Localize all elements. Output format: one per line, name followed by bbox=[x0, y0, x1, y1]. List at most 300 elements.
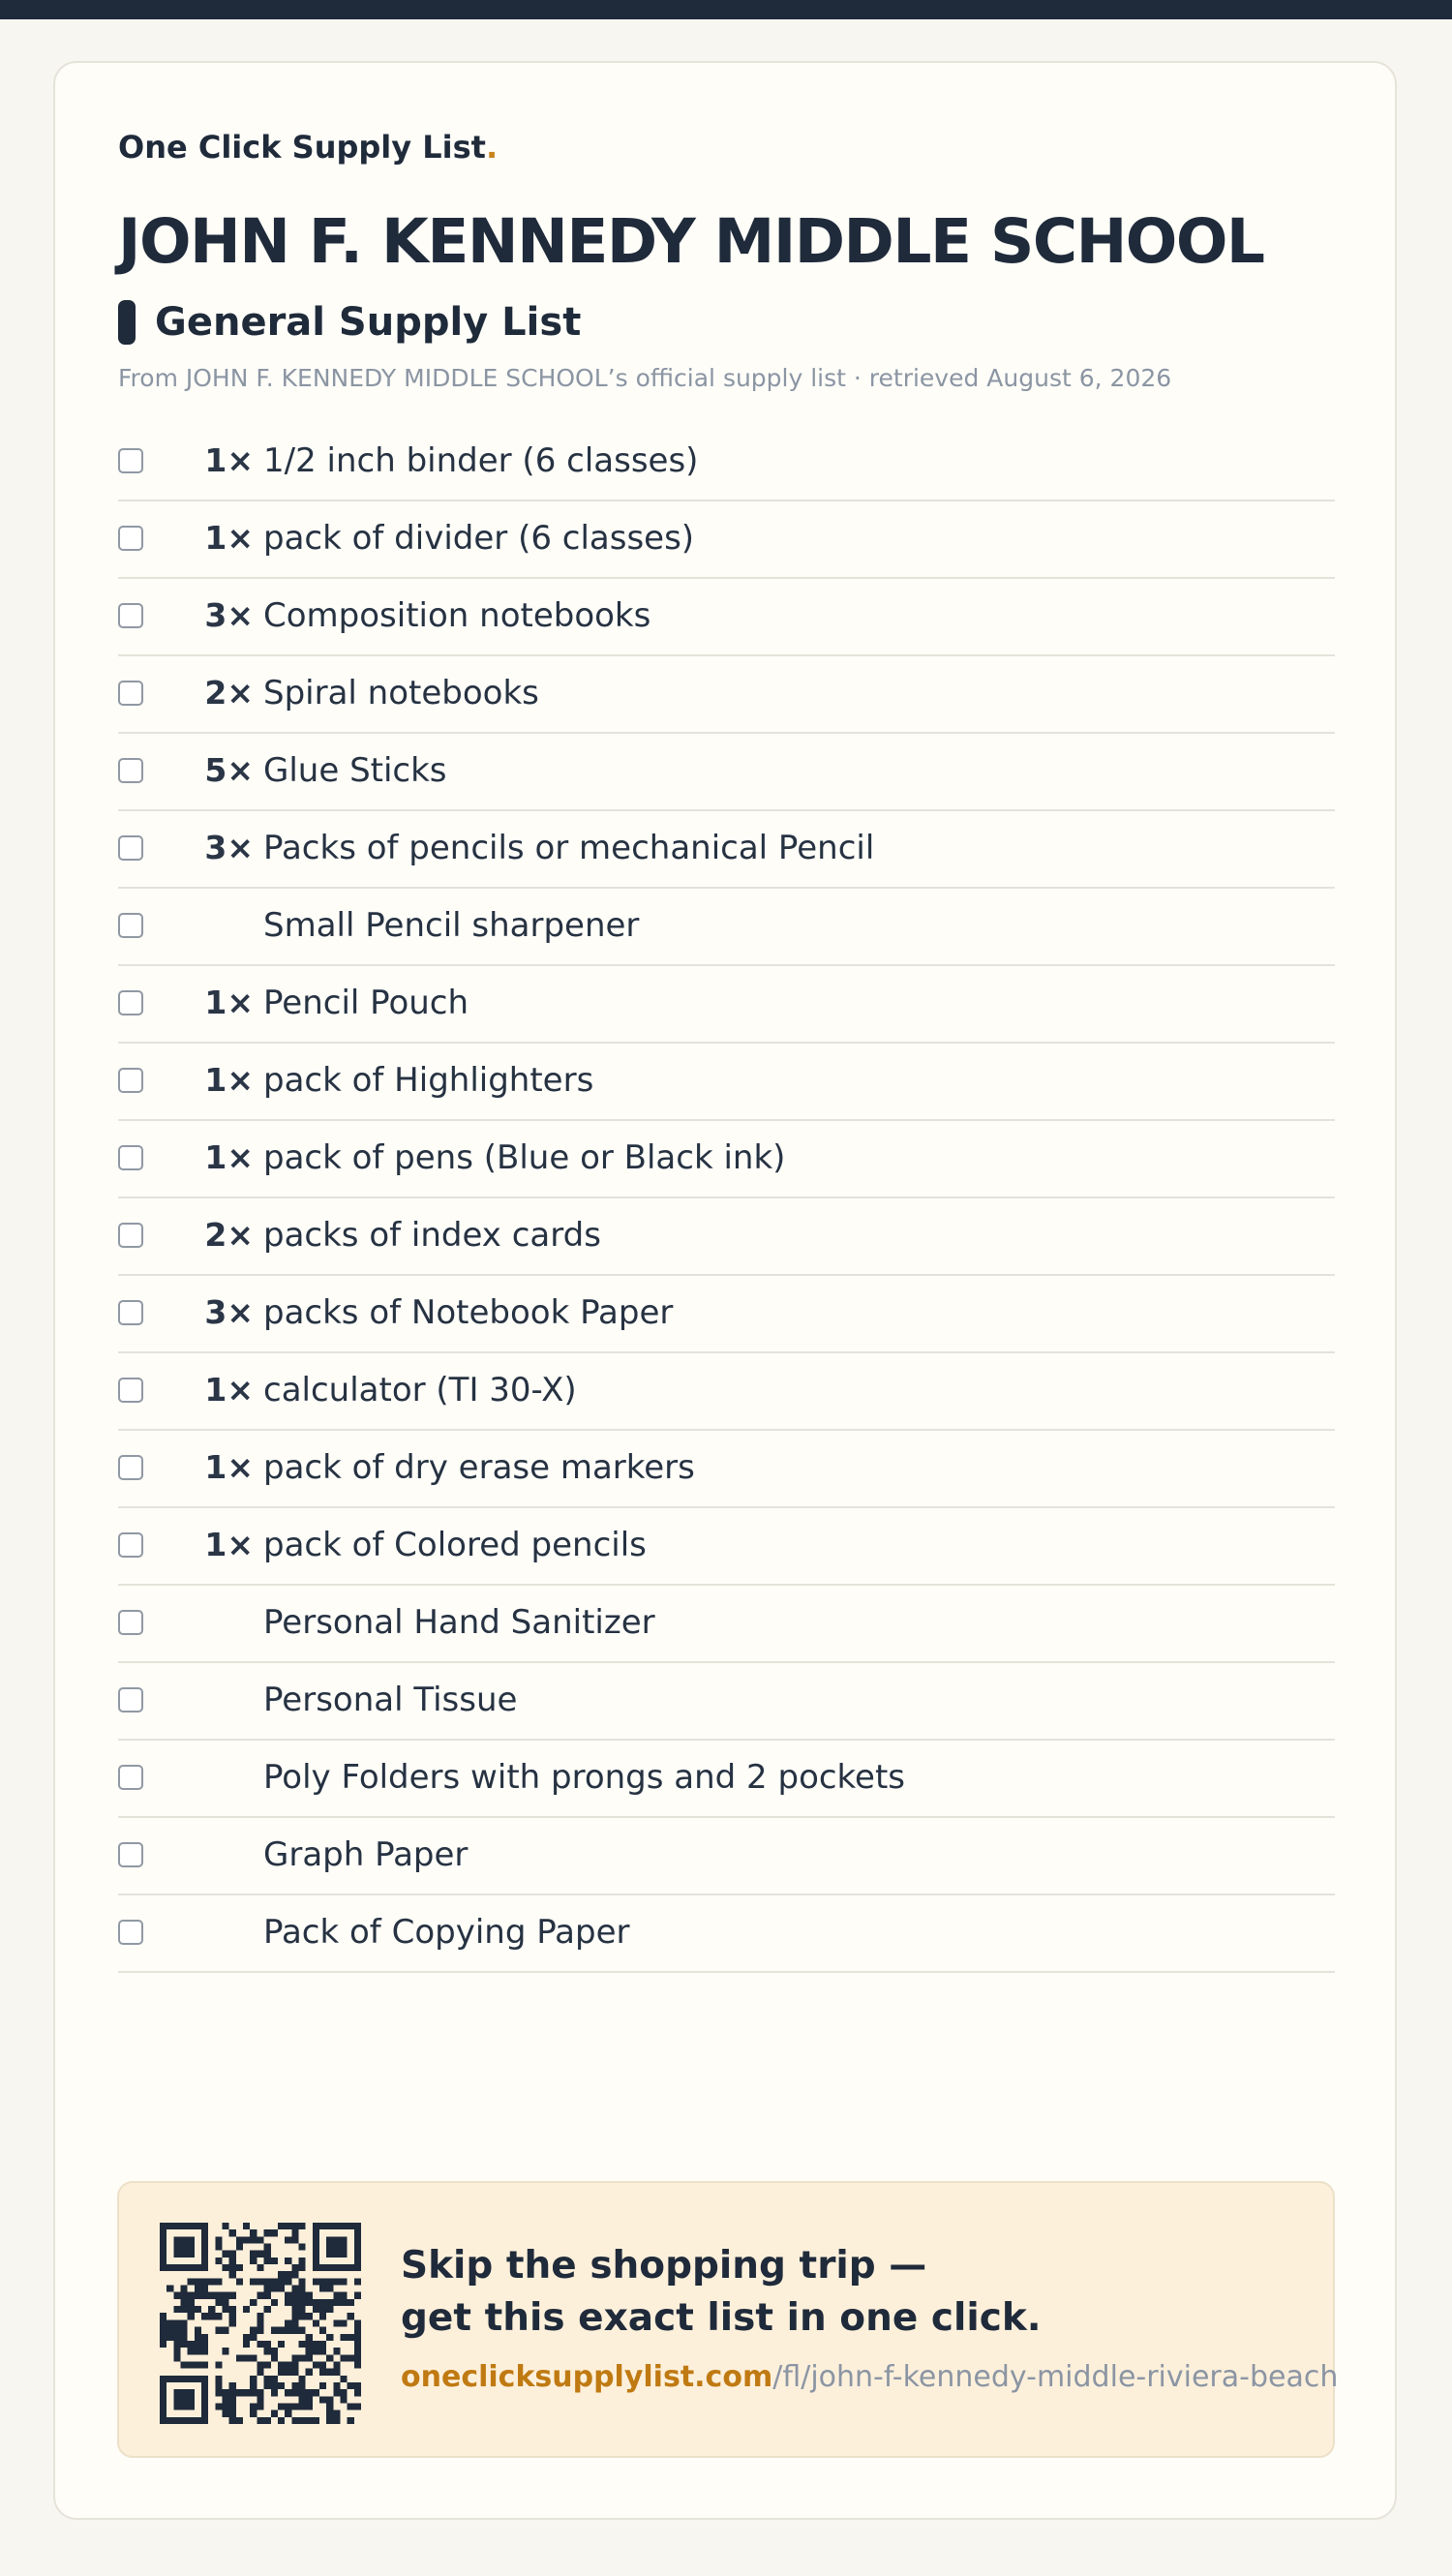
qr-module bbox=[173, 2244, 180, 2251]
qr-module bbox=[264, 2229, 271, 2236]
qr-module bbox=[195, 2417, 201, 2424]
list-heading bbox=[118, 298, 581, 347]
item-checkbox[interactable] bbox=[118, 1687, 143, 1712]
item-checkbox[interactable] bbox=[118, 1223, 143, 1248]
item-name: Personal Hand Sanitizer bbox=[263, 1603, 655, 1642]
promo-link[interactable] bbox=[401, 2360, 1338, 2394]
qr-module bbox=[271, 2327, 278, 2334]
qr-module bbox=[160, 2264, 166, 2271]
qr-module bbox=[188, 2361, 195, 2368]
qr-module bbox=[271, 2354, 278, 2361]
qr-module bbox=[348, 2403, 354, 2409]
qr-module bbox=[160, 2403, 166, 2409]
qr-module bbox=[257, 2389, 263, 2396]
qr-module bbox=[257, 2417, 263, 2424]
qr-module bbox=[319, 2264, 326, 2271]
qr-module bbox=[264, 2244, 271, 2251]
qr-module bbox=[160, 2319, 166, 2326]
qr-module bbox=[354, 2264, 361, 2271]
item-name: pack of Colored pencils bbox=[263, 1526, 647, 1564]
qr-module bbox=[340, 2264, 347, 2271]
qr-module bbox=[223, 2396, 229, 2403]
qr-module bbox=[229, 2403, 236, 2409]
qr-module bbox=[201, 2341, 208, 2348]
qr-module bbox=[188, 2244, 195, 2251]
item-quantity: 1× bbox=[204, 1061, 254, 1099]
qr-module bbox=[257, 2341, 263, 2348]
qr-module bbox=[181, 2251, 188, 2258]
item-quantity: 1× bbox=[204, 1371, 254, 1409]
qr-module bbox=[173, 2223, 180, 2229]
qr-module bbox=[298, 2258, 305, 2264]
qr-module bbox=[326, 2369, 333, 2376]
qr-module bbox=[250, 2299, 257, 2306]
qr-module bbox=[181, 2396, 188, 2403]
item-checkbox[interactable] bbox=[118, 1145, 143, 1170]
item-name: Poly Folders with prongs and 2 pockets bbox=[263, 1758, 905, 1797]
qr-module bbox=[278, 2341, 285, 2348]
qr-module bbox=[340, 2223, 347, 2229]
qr-module bbox=[278, 2223, 285, 2229]
qr-module bbox=[340, 2236, 347, 2243]
qr-module bbox=[319, 2278, 326, 2285]
qr-module bbox=[257, 2292, 263, 2299]
qr-module bbox=[236, 2389, 243, 2396]
item-name: Packs of pencils or mechanical Pencil bbox=[263, 829, 875, 867]
qr-module bbox=[188, 2251, 195, 2258]
qr-code[interactable] bbox=[160, 2223, 361, 2424]
qr-module bbox=[201, 2396, 208, 2403]
qr-module bbox=[291, 2236, 298, 2243]
item-checkbox[interactable] bbox=[118, 1455, 143, 1480]
qr-module bbox=[201, 2286, 208, 2292]
qr-module bbox=[298, 2306, 305, 2313]
item-quantity: 1× bbox=[204, 1526, 254, 1563]
qr-module bbox=[195, 2278, 201, 2285]
qr-module bbox=[223, 2348, 229, 2354]
qr-module bbox=[285, 2278, 291, 2285]
qr-module bbox=[333, 2369, 340, 2376]
qr-module bbox=[236, 2236, 243, 2243]
qr-module bbox=[215, 2313, 222, 2319]
qr-module bbox=[306, 2313, 313, 2319]
qr-module bbox=[223, 2264, 229, 2271]
qr-module bbox=[298, 2354, 305, 2361]
qr-module bbox=[264, 2286, 271, 2292]
qr-module bbox=[250, 2376, 257, 2382]
qr-module bbox=[181, 2361, 188, 2368]
qr-module bbox=[291, 2292, 298, 2299]
qr-module bbox=[340, 2292, 347, 2299]
qr-module bbox=[195, 2376, 201, 2382]
qr-module bbox=[181, 2299, 188, 2306]
item-checkbox[interactable] bbox=[118, 681, 143, 706]
qr-module bbox=[340, 2354, 347, 2361]
qr-module bbox=[291, 2271, 298, 2278]
qr-module bbox=[229, 2306, 236, 2313]
qr-module bbox=[319, 2299, 326, 2306]
qr-module bbox=[326, 2403, 333, 2409]
brand-name: One Click Supply List bbox=[118, 129, 486, 166]
qr-module bbox=[278, 2417, 285, 2424]
qr-module bbox=[313, 2299, 319, 2306]
qr-module bbox=[354, 2348, 361, 2354]
qr-module bbox=[340, 2319, 347, 2326]
item-quantity: 2× bbox=[204, 1216, 254, 1254]
qr-module bbox=[313, 2236, 319, 2243]
qr-module bbox=[201, 2236, 208, 2243]
qr-module bbox=[250, 2389, 257, 2396]
qr-module bbox=[257, 2313, 263, 2319]
qr-module bbox=[340, 2278, 347, 2285]
qr-module bbox=[306, 2417, 313, 2424]
qr-module bbox=[319, 2396, 326, 2403]
qr-module bbox=[201, 2313, 208, 2319]
list-title: General Supply List bbox=[155, 300, 582, 345]
qr-module bbox=[250, 2258, 257, 2264]
qr-module bbox=[298, 2244, 305, 2251]
qr-module bbox=[195, 2292, 201, 2299]
qr-module bbox=[257, 2251, 263, 2258]
qr-module bbox=[285, 2292, 291, 2299]
qr-module bbox=[313, 2341, 319, 2348]
qr-module bbox=[188, 2223, 195, 2229]
qr-module bbox=[181, 2292, 188, 2299]
qr-module bbox=[354, 2292, 361, 2299]
qr-module bbox=[166, 2376, 173, 2382]
item-name: pack of Highlighters bbox=[263, 1061, 594, 1100]
qr-module bbox=[250, 2236, 257, 2243]
item-checkbox[interactable] bbox=[118, 603, 143, 628]
qr-module bbox=[257, 2278, 263, 2285]
qr-module bbox=[195, 2327, 201, 2334]
qr-module bbox=[160, 2236, 166, 2243]
qr-module bbox=[173, 2306, 180, 2313]
qr-module bbox=[181, 2223, 188, 2229]
item-name: calculator (TI 30-X) bbox=[263, 1371, 577, 1409]
qr-module bbox=[319, 2306, 326, 2313]
qr-module bbox=[264, 2292, 271, 2299]
qr-module bbox=[348, 2417, 354, 2424]
qr-module bbox=[333, 2348, 340, 2354]
qr-module bbox=[229, 2319, 236, 2326]
qr-module bbox=[340, 2376, 347, 2382]
qr-module bbox=[291, 2403, 298, 2409]
qr-module bbox=[313, 2361, 319, 2368]
qr-module bbox=[173, 2376, 180, 2382]
qr-module bbox=[250, 2229, 257, 2236]
list-item bbox=[118, 424, 1335, 501]
qr-module bbox=[173, 2236, 180, 2243]
qr-module bbox=[173, 2348, 180, 2354]
item-quantity: 3× bbox=[204, 829, 254, 866]
qr-module bbox=[188, 2376, 195, 2382]
qr-module bbox=[166, 2417, 173, 2424]
qr-module bbox=[250, 2334, 257, 2341]
item-checkbox[interactable] bbox=[118, 1842, 143, 1867]
qr-module bbox=[298, 2403, 305, 2409]
qr-module bbox=[278, 2286, 285, 2292]
qr-module bbox=[306, 2389, 313, 2396]
qr-module bbox=[340, 2396, 347, 2403]
promo-headline-line2: get this exact list in one click. bbox=[401, 2296, 1042, 2340]
item-checkbox[interactable] bbox=[118, 835, 143, 861]
qr-module bbox=[298, 2376, 305, 2382]
list-item bbox=[118, 1741, 1335, 1818]
qr-module bbox=[326, 2236, 333, 2243]
list-item bbox=[118, 811, 1335, 889]
item-name: 1/2 inch binder (6 classes) bbox=[263, 441, 699, 480]
item-name: Pencil Pouch bbox=[263, 984, 469, 1022]
heading-accent-bar bbox=[118, 300, 136, 345]
qr-module bbox=[354, 2319, 361, 2326]
qr-module bbox=[195, 2361, 201, 2368]
qr-module bbox=[326, 2244, 333, 2251]
qr-module bbox=[306, 2292, 313, 2299]
item-checkbox[interactable] bbox=[118, 913, 143, 938]
qr-module bbox=[354, 2382, 361, 2389]
list-item bbox=[118, 1508, 1335, 1586]
item-name: pack of divider (6 classes) bbox=[263, 519, 695, 558]
qr-module bbox=[250, 2410, 257, 2417]
qr-module bbox=[271, 2286, 278, 2292]
qr-module bbox=[223, 2251, 229, 2258]
qr-module bbox=[354, 2236, 361, 2243]
qr-module bbox=[278, 2403, 285, 2409]
item-checkbox[interactable] bbox=[118, 758, 143, 783]
qr-module bbox=[264, 2417, 271, 2424]
qr-module bbox=[348, 2299, 354, 2306]
item-checkbox[interactable] bbox=[118, 990, 143, 1015]
qr-module bbox=[313, 2348, 319, 2354]
qr-module bbox=[354, 2389, 361, 2396]
qr-module bbox=[264, 2278, 271, 2285]
qr-module bbox=[291, 2286, 298, 2292]
qr-module bbox=[166, 2319, 173, 2326]
supply-list bbox=[118, 424, 1335, 1973]
qr-module bbox=[236, 2354, 243, 2361]
item-quantity: 1× bbox=[204, 1138, 254, 1176]
qr-module bbox=[188, 2292, 195, 2299]
qr-module bbox=[306, 2403, 313, 2409]
qr-module bbox=[160, 2389, 166, 2396]
qr-module bbox=[319, 2313, 326, 2319]
qr-module bbox=[319, 2286, 326, 2292]
item-checkbox[interactable] bbox=[118, 1765, 143, 1790]
qr-module bbox=[264, 2341, 271, 2348]
qr-module bbox=[250, 2403, 257, 2409]
item-checkbox[interactable] bbox=[118, 1378, 143, 1403]
qr-module bbox=[306, 2369, 313, 2376]
qr-module bbox=[250, 2354, 257, 2361]
qr-module bbox=[195, 2223, 201, 2229]
item-checkbox[interactable] bbox=[118, 1610, 143, 1635]
qr-module bbox=[223, 2389, 229, 2396]
qr-module bbox=[188, 2403, 195, 2409]
qr-module bbox=[201, 2244, 208, 2251]
qr-module bbox=[181, 2236, 188, 2243]
qr-module bbox=[229, 2229, 236, 2236]
item-checkbox[interactable] bbox=[118, 448, 143, 473]
qr-module bbox=[257, 2361, 263, 2368]
qr-module bbox=[298, 2223, 305, 2229]
qr-module bbox=[319, 2348, 326, 2354]
qr-module bbox=[313, 2251, 319, 2258]
qr-module bbox=[208, 2278, 215, 2285]
qr-module bbox=[201, 2410, 208, 2417]
qr-module bbox=[236, 2244, 243, 2251]
qr-module bbox=[188, 2348, 195, 2354]
qr-module bbox=[298, 2299, 305, 2306]
qr-module bbox=[298, 2264, 305, 2271]
qr-module bbox=[298, 2292, 305, 2299]
qr-module bbox=[173, 2334, 180, 2341]
item-checkbox[interactable] bbox=[118, 1532, 143, 1558]
qr-module bbox=[319, 2369, 326, 2376]
qr-module bbox=[195, 2264, 201, 2271]
qr-module bbox=[188, 2313, 195, 2319]
qr-module bbox=[243, 2341, 250, 2348]
brand-dot: . bbox=[485, 129, 499, 166]
qr-module bbox=[229, 2258, 236, 2264]
qr-module bbox=[195, 2334, 201, 2341]
qr-module bbox=[291, 2319, 298, 2326]
qr-module bbox=[271, 2299, 278, 2306]
qr-module bbox=[236, 2264, 243, 2271]
qr-module bbox=[326, 2286, 333, 2292]
qr-module bbox=[160, 2244, 166, 2251]
item-checkbox[interactable] bbox=[118, 1068, 143, 1093]
qr-module bbox=[257, 2403, 263, 2409]
qr-module bbox=[250, 2251, 257, 2258]
qr-module bbox=[333, 2236, 340, 2243]
qr-module bbox=[160, 2229, 166, 2236]
qr-module bbox=[223, 2327, 229, 2334]
qr-module bbox=[223, 2410, 229, 2417]
qr-module bbox=[306, 2299, 313, 2306]
item-quantity: 1× bbox=[204, 441, 254, 479]
qr-module bbox=[236, 2278, 243, 2285]
qr-module bbox=[243, 2334, 250, 2341]
qr-module bbox=[257, 2369, 263, 2376]
qr-module bbox=[271, 2348, 278, 2354]
brand-logo[interactable] bbox=[118, 129, 498, 166]
qr-module bbox=[278, 2278, 285, 2285]
qr-module bbox=[326, 2334, 333, 2341]
qr-module bbox=[181, 2403, 188, 2409]
qr-module bbox=[243, 2223, 250, 2229]
list-item bbox=[118, 1586, 1335, 1663]
qr-module bbox=[173, 2264, 180, 2271]
qr-module bbox=[340, 2251, 347, 2258]
qr-module bbox=[285, 2223, 291, 2229]
qr-module bbox=[285, 2299, 291, 2306]
qr-module bbox=[223, 2306, 229, 2313]
item-name: Small Pencil sharpener bbox=[263, 906, 640, 945]
qr-module bbox=[354, 2327, 361, 2334]
qr-module bbox=[313, 2389, 319, 2396]
qr-module bbox=[354, 2361, 361, 2368]
qr-module bbox=[285, 2236, 291, 2243]
item-checkbox[interactable] bbox=[118, 526, 143, 551]
qr-module bbox=[291, 2382, 298, 2389]
list-item bbox=[118, 656, 1335, 734]
qr-module bbox=[236, 2417, 243, 2424]
qr-module bbox=[333, 2319, 340, 2326]
qr-module bbox=[271, 2376, 278, 2382]
qr-module bbox=[201, 2376, 208, 2382]
qr-module bbox=[285, 2319, 291, 2326]
qr-module bbox=[188, 2236, 195, 2243]
qr-module bbox=[188, 2341, 195, 2348]
qr-module bbox=[326, 2223, 333, 2229]
qr-module bbox=[229, 2271, 236, 2278]
item-name: Glue Sticks bbox=[263, 751, 447, 790]
qr-module bbox=[229, 2410, 236, 2417]
qr-module bbox=[188, 2306, 195, 2313]
qr-module bbox=[298, 2341, 305, 2348]
qr-module bbox=[166, 2286, 173, 2292]
qr-module bbox=[333, 2389, 340, 2396]
top-bar bbox=[0, 0, 1452, 19]
qr-module bbox=[285, 2369, 291, 2376]
qr-module bbox=[298, 2382, 305, 2389]
qr-module bbox=[348, 2354, 354, 2361]
qr-module bbox=[160, 2223, 166, 2229]
qr-module bbox=[188, 2264, 195, 2271]
qr-module bbox=[271, 2278, 278, 2285]
qr-module bbox=[166, 2264, 173, 2271]
qr-module bbox=[181, 2286, 188, 2292]
qr-module bbox=[229, 2389, 236, 2396]
qr-module bbox=[333, 2417, 340, 2424]
qr-module bbox=[201, 2361, 208, 2368]
qr-module bbox=[298, 2286, 305, 2292]
item-checkbox[interactable] bbox=[118, 1300, 143, 1325]
qr-module bbox=[285, 2258, 291, 2264]
qr-module bbox=[313, 2258, 319, 2264]
item-checkbox[interactable] bbox=[118, 1920, 143, 1945]
list-item bbox=[118, 1121, 1335, 1198]
qr-module bbox=[181, 2417, 188, 2424]
qr-module bbox=[243, 2354, 250, 2361]
qr-module bbox=[250, 2327, 257, 2334]
qr-module bbox=[201, 2229, 208, 2236]
list-item bbox=[118, 1276, 1335, 1353]
qr-module bbox=[215, 2361, 222, 2368]
qr-module bbox=[166, 2334, 173, 2341]
qr-module bbox=[291, 2264, 298, 2271]
item-quantity: 1× bbox=[204, 1448, 254, 1486]
qr-module bbox=[160, 2334, 166, 2341]
qr-module bbox=[229, 2396, 236, 2403]
qr-module bbox=[208, 2306, 215, 2313]
qr-module bbox=[201, 2403, 208, 2409]
qr-module bbox=[173, 2292, 180, 2299]
qr-module bbox=[271, 2382, 278, 2389]
qr-module bbox=[291, 2229, 298, 2236]
qr-module bbox=[223, 2223, 229, 2229]
qr-module bbox=[229, 2264, 236, 2271]
qr-module bbox=[160, 2410, 166, 2417]
qr-module bbox=[333, 2410, 340, 2417]
list-item bbox=[118, 966, 1335, 1044]
qr-module bbox=[326, 2396, 333, 2403]
qr-module bbox=[173, 2251, 180, 2258]
qr-module bbox=[285, 2403, 291, 2409]
qr-module bbox=[201, 2292, 208, 2299]
source-line: From JOHN F. KENNEDY MIDDLE SCHOOL’s official supply list · retrieved August 6, 2026 bbox=[118, 364, 1172, 392]
